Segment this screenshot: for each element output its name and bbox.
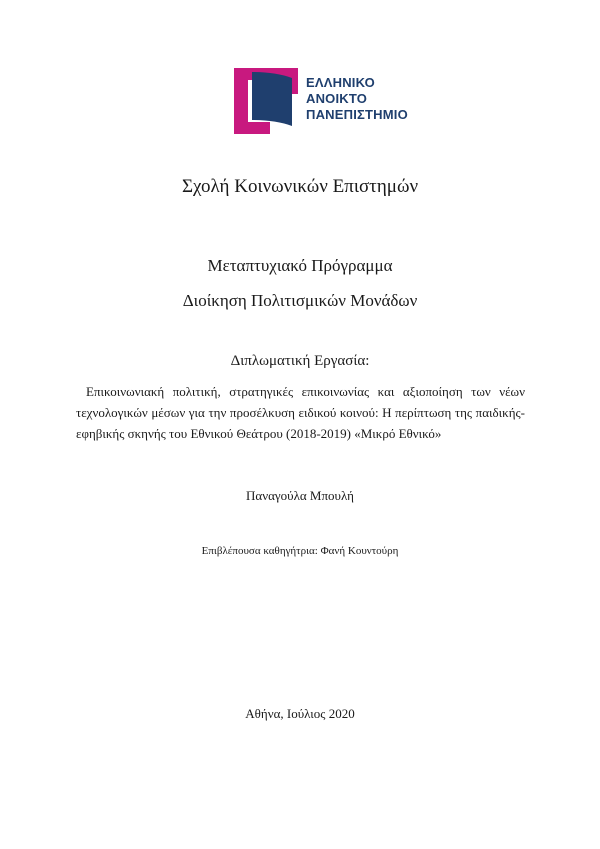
author-name: Παναγούλα Μπουλή — [246, 488, 354, 503]
university-logo-icon — [232, 64, 302, 136]
program-heading: Μεταπτυχιακό Πρόγραμμα — [207, 256, 393, 275]
logo-line-1: ΕΛΛΗΝΙΚΟ — [306, 75, 375, 90]
logo-wordmark — [306, 75, 408, 123]
school-name: Σχολή Κοινωνικών Επιστημών — [181, 176, 419, 197]
thesis-label: Διπλωματική Εργασία: — [230, 353, 370, 369]
program-name: Διοίκηση Πολιτισμικών Μονάδων — [182, 291, 418, 310]
supervisor-line: Επιβλέπουσα καθηγήτρια: Φανή Κουντούρη — [201, 545, 399, 557]
logo-line-3: ΠΑΝΕΠΙΣΤΗΜΙΟ — [306, 107, 408, 122]
logo-line-2: ΑΝΟΙΚΤΟ — [306, 91, 368, 106]
place-date: Αθήνα, Ιούλιος 2020 — [245, 706, 355, 721]
university-logo — [232, 64, 422, 136]
thesis-title: Επικοινωνιακή πολιτική, στρατηγικές επικοινωνίας και αξιοποίηση των νέων τεχνολογικών μέσων για την προσέλκυση ειδικού κοινού: Η περίπτωση της παιδικής-εφηβικής σκηνής του Εθνικού Θεάτρου (2018-2019) «Μικρό Εθνικό» — [76, 384, 525, 441]
